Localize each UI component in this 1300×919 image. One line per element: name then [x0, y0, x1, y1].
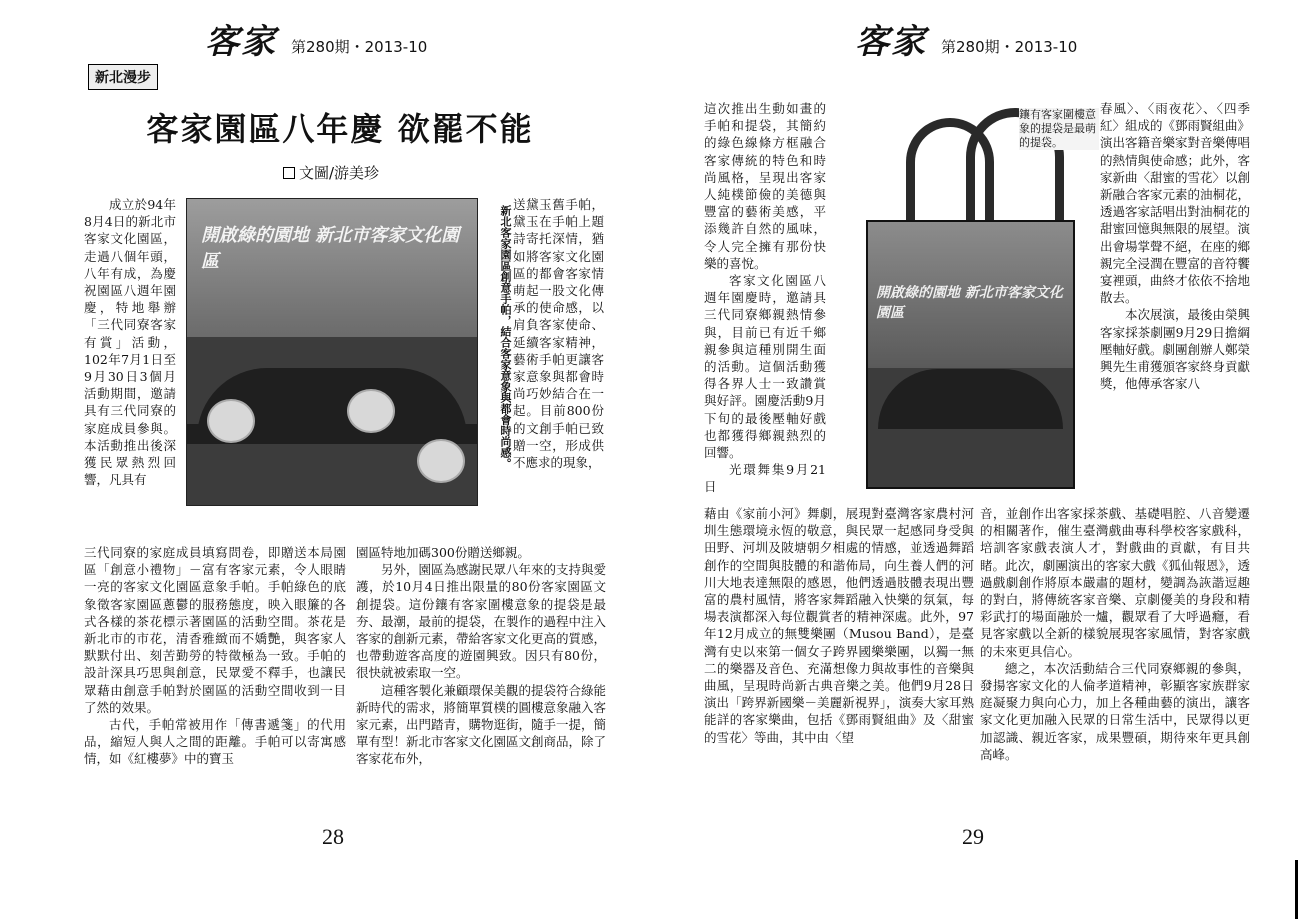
masthead — [855, 14, 1077, 63]
col-right-top — [1100, 100, 1250, 392]
tote-bag-photo — [836, 100, 1098, 500]
checkbox-glyph-icon — [283, 167, 295, 179]
col-lower-right — [356, 544, 606, 768]
camellia-icon — [417, 439, 465, 483]
bag-body — [866, 220, 1075, 489]
issue-label: 第280期・2013-10 — [291, 38, 428, 56]
camellia-icon — [347, 389, 395, 433]
handkerchief-photo — [186, 198, 478, 506]
paragraph: 本次展演，最後由榮興客家採茶劇團9月29日擔綱壓軸好戲。劇團創辦人鄭榮興先生甫獲頒客家終身貢獻獎，他傳承客家八 — [1100, 307, 1251, 392]
photo-caption: 新北客家園區創意手帕，結合客家意象與都會時尚感。 — [499, 205, 512, 469]
col-left-top — [704, 100, 826, 496]
byline — [283, 162, 379, 183]
col-mid-top — [513, 196, 604, 471]
paragraph: 這種客製化兼顧環保美觀的提袋符合綠能新時代的需求，將簡單質樸的圓樓意象融入客家元素，出門踏青，購物逛街，隨手一提，簡單有型！新北市客家文化園區文創商品，除了客家花布外， — [356, 682, 607, 767]
paragraph: 總之，本次活動結合三代同寮鄉親的參與，發揚客家文化的人倫孝道精神，彰顯客家族群家庭凝聚力與向心力，加上各種曲藝的演出，讓客家文化更加融入民眾的日常生活中，民眾得以更加認識、親近客家，成果豐碩，期待來年更具創高峰。 — [980, 660, 1250, 762]
paragraph: 另外，園區為感謝民眾八年來的支持與愛護，於10月4日推出限量的80份客家園區文創提袋。這份鑲有客家圍樓意象的提袋是最夯、最潮，最前的提袋，在製作的過程中注入客家的創新元素，帶給客家文化更高的質感，也帶動遊客高度的遊園興致。因只有80份，很快就被索取一空。 — [356, 562, 607, 681]
scan-edge-mark — [1295, 860, 1298, 919]
page-number: 28 — [322, 824, 344, 849]
magazine-logo: 客家 — [855, 22, 927, 62]
page-29 — [650, 0, 1300, 919]
paragraph: 成立於94年8月4日的新北市客家文化園區，走過八個年頭，八年有成，為慶祝園區八週年園慶，特地舉辦「三代同寮客家有賞」活動，102年7月1日至9月30日3個月活動期間，邀請具有三代同寮的家庭成員參與。本活動推出後深獲民眾熱烈回響，凡具有 — [84, 197, 176, 488]
bag-caption: 鑲有客家圍樓意象的提袋是最萌的提袋。 — [1019, 108, 1099, 150]
camellia-icon — [207, 399, 255, 443]
section-tag: 新北漫步 — [88, 64, 158, 90]
bag-print-building — [878, 369, 1063, 429]
paragraph: 光環舞集9月21日 — [704, 462, 826, 495]
paragraph: 園區特地加碼300份贈送鄉親。 — [356, 545, 530, 560]
masthead — [205, 14, 427, 63]
paragraph: 送黛玉舊手帕，黛玉在手帕上題詩寄托深情，猶如將客家文化園區的都會客家情萌起一股文化傳承的使命感，以肩負客家使命、延續客家精神，藝術手帕更讓客家意象與都會時尚巧妙結合在一起。目前800份的文創手帕已致贈一空，形成供不應求的現象， — [513, 197, 604, 471]
paragraph: 客家文化園區八週年園慶時，邀請具三代同寮鄉親熱情參與，目前已有近千鄉親參與這種別開生面的活動。這個活動獲得各界人士一致讚賞與好評。園慶活動9月下旬的最後壓軸好戲也都獲得鄉親熱烈的回響。 — [704, 273, 826, 461]
byline-text: 文圖/游美珍 — [299, 164, 380, 182]
paragraph: 三代同寮的家庭成員填寫問卷，即贈送本局園區「創意小禮物」－富有客家元素，令人眼睛一亮的客家文化園區意象手帕。手帕綠色的底象徵客家園區蔥鬱的服務態度，映入眼簾的各式各樣的茶花標示著園區的活動空間。茶花是新北市的市花，清香雅緻而不嬌艷，與客家人默默付出、刻苦勤勞的特徵極為一致。手帕的設計深具巧思與創意，民眾愛不釋手，也讓民眾藉由創意手帕對於園區的活動空間收到一目了然的效果。 — [84, 545, 346, 715]
paragraph: 藉由《家前小河》舞劇，展現對臺灣客家農村河圳生態環境永恆的敬意，與民眾一起感同身受與田野、河圳及陂塘朝夕相處的情感，並透過舞蹈創作的空間與肢體的和諧佈局，向生養人們的河川大地表達無限的感恩，他們透過肢體表現出豐富的農村風情，將客家舞蹈融入快樂的氛氣，每場表演都深入每位觀賞者的精神深處。此外，97年12月成立的無雙樂團（Musou Band），是臺灣有史以來第一個女子跨界國樂樂團，以獨一無二的樂器及音色、充滿想像力與故事性的音樂與曲風，呈現時尚新古典音樂之美。他們9月28日演出「跨界新國樂－美麗新視界」，演奏大家耳熟能詳的客家樂曲，包括《鄧雨賢組曲》及〈甜蜜的雪花〉等曲，其中由〈望 — [704, 506, 974, 745]
bag-banner: 開啟綠的園地 新北市客家文化園區 — [876, 285, 1063, 321]
paragraph: 古代，手帕常被用作「傳書遞箋」的代用品，縮短人與人之間的距離。手帕可以寄寓感情，如《紅樓夢》中的寶玉 — [84, 717, 346, 767]
page-number: 29 — [962, 824, 984, 849]
headline: 客家園區八年慶 欲罷不能 — [146, 110, 534, 148]
col-left-top — [84, 196, 176, 488]
col-lower-left — [704, 505, 974, 746]
col-lower-right — [980, 505, 1250, 763]
photo-banner: 開啟綠的園地 新北市客家文化園區 — [201, 225, 460, 272]
paragraph: 這次推出生動如畫的手帕和提袋，其簡約的綠色線條方框融合客家傳統的特色和時尚風格，呈現出客家人純樸節儉的美德與豐富的藝術美感，平添幾許自然的風味，令人完全擁有那份快樂的喜悅。 — [704, 101, 826, 271]
paragraph: 春風〉、〈雨夜花〉、〈四季紅〉組成的《鄧雨賢組曲》演出客籍音樂家對音樂傳唱的熱情與使命感；此外，客家新曲〈甜蜜的雪花〉以創新融合客家元素的油桐花，透過客家話唱出對油桐花的甜蜜回憶與無限的展望。演出會場掌聲不絕，在座的鄉親完全浸潤在豐富的音符饗宴裡頭，曲終才依依不捨地散去。 — [1100, 101, 1251, 306]
paragraph: 音，並創作出客家採茶戲、基礎唱腔、八音變遷的相關著作，催生臺灣戲曲專科學校客家戲科，培訓客家戲表演人才，對戲曲的貢獻，有目共睹。此次，劇團演出的客家大戲《狐仙報恩》，透過戲劇創作將原本嚴肅的題材，變調為詼諧逗趣的對白，將傳統客家音樂、京劇優美的身段和精彩武打的場面融於一爐，觀眾看了大呼過癮，看見客家戲以全新的樣貌展現客家風情，對客家戲的未來更具信心。 — [980, 506, 1250, 659]
issue-label: 第280期・2013-10 — [941, 38, 1078, 56]
col-lower-left — [84, 544, 346, 768]
magazine-logo: 客家 — [205, 22, 277, 62]
